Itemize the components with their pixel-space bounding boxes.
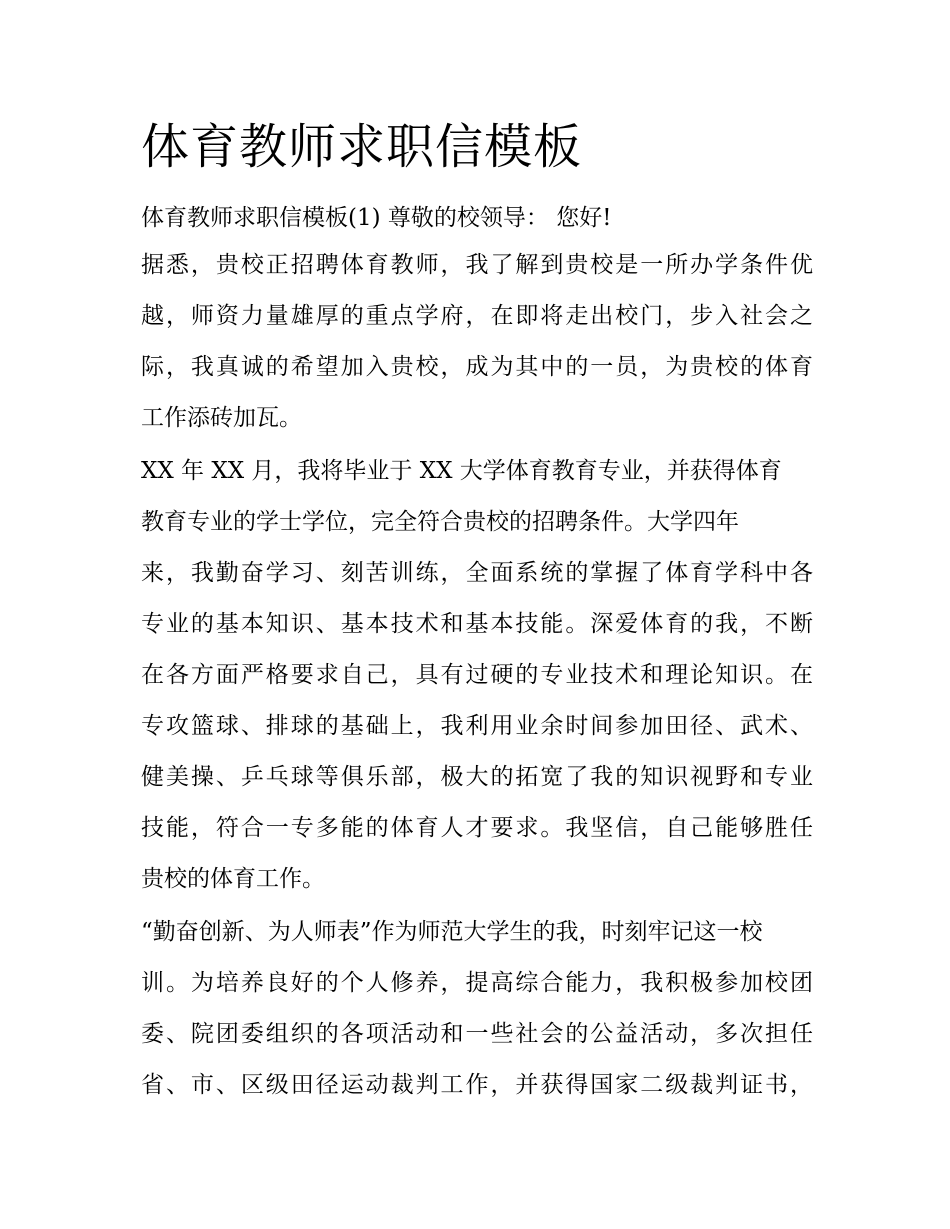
paragraph-line: 训。为培养良好的个人修养，提高综合能力，我积极参加校团	[141, 970, 813, 996]
paragraph-line: XX 年 XX 月，我将毕业于 XX 大学体育教育专业，并获得体育	[141, 458, 782, 484]
paragraph-3	[141, 907, 813, 1111]
paragraph-line: 在各方面严格要求自己，具有过硬的专业技术和理论知识。在	[141, 662, 813, 688]
paragraph-line: 越，师资力量雄厚的重点学府，在即将走出校门，步入社会之	[141, 303, 813, 329]
paragraph-line: 际，我真诚的希望加入贵校，成为其中的一员，为贵校的体育	[141, 354, 813, 380]
paragraph-line: 专攻篮球、排球的基础上，我利用业余时间参加田径、武术、	[141, 713, 813, 739]
salutation-line: 体育教师求职信模板(1) 尊敬的校领导： 您好!	[141, 205, 612, 231]
paragraph-line: 据悉，贵校正招聘体育教师，我了解到贵校是一所办学条件优	[141, 252, 813, 278]
paragraph-line: 健美操、乒乓球等俱乐部，极大的拓宽了我的知识视野和专业	[141, 764, 813, 790]
paragraph-line: 贵校的体育工作。	[141, 866, 325, 892]
paragraph-line: 教育专业的学士学位，完全符合贵校的招聘条件。大学四年	[141, 509, 739, 535]
paragraph-1	[141, 240, 813, 444]
paragraph-line: 委、院团委组织的各项活动和一些社会的公益活动，多次担任	[141, 1021, 813, 1047]
paragraph-line: 专业的基本知识、基本技术和基本技能。深爱体育的我，不断	[141, 611, 813, 637]
paragraph-line: 技能，符合一专多能的体育人才要求。我坚信，自己能够胜任	[141, 815, 813, 841]
document-title: 体育教师求职信模板	[141, 119, 583, 175]
paragraph-line: 工作添砖加瓦。	[141, 405, 302, 431]
document-body	[141, 112, 813, 1111]
paragraph-2	[141, 446, 813, 905]
paragraph-line: “勤奋创新、为人师表”作为师范大学生的我，时刻牢记这一校	[141, 919, 763, 945]
paragraph-line: 省、市、区级田径运动裁判工作，并获得国家二级裁判证书，	[141, 1072, 813, 1098]
paragraph-line: 来，我勤奋学习、刻苦训练，全面系统的掌握了体育学科中各	[141, 560, 813, 586]
